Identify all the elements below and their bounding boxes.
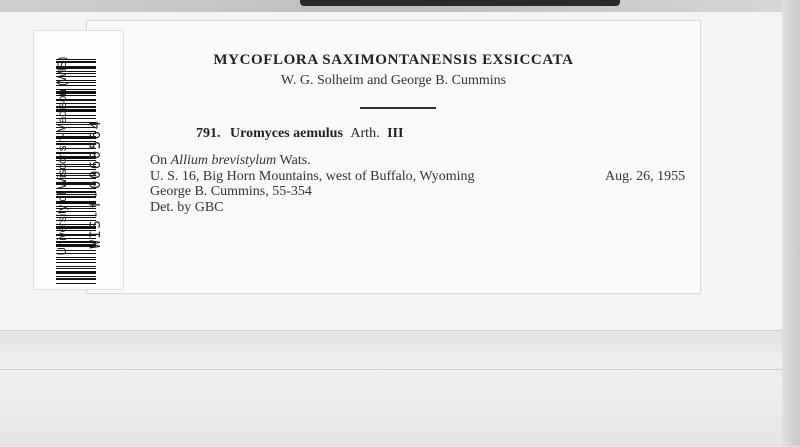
barcode-bar [56, 71, 96, 72]
envelope-lower-band [0, 330, 800, 447]
barcode-bar [56, 82, 96, 83]
label-divider [360, 107, 436, 109]
species-name: Uromyces aemulus [230, 126, 343, 141]
barcode-bar [56, 59, 96, 60]
locality-line [150, 168, 686, 185]
species-line [196, 126, 403, 142]
label-title: MYCOFLORA SAXIMONTANENSIS EXSICCATA [213, 52, 574, 68]
exsiccata-number: 791. [196, 126, 221, 141]
barcode-bar [56, 73, 96, 74]
species-author: Arth. [350, 126, 380, 141]
top-strip-shadow [300, 0, 620, 6]
determiner: Det. by GBC [150, 199, 224, 215]
spore-stage: III [387, 126, 404, 141]
envelope-fold-line [0, 369, 800, 370]
host-prefix: On [150, 153, 168, 168]
barcode-tag [33, 30, 124, 290]
locality: U. S. 16, Big Horn Mountains, west of Buffalo, Wyoming [150, 168, 475, 184]
host-line [150, 153, 475, 169]
barcode-bar [56, 61, 96, 63]
barcode-bar [56, 76, 96, 77]
collector: George B. Cummins, 55-354 [150, 184, 312, 199]
barcode-bar [56, 66, 96, 69]
collection-date: Aug. 26, 1955 [605, 168, 686, 184]
label-details [150, 153, 686, 215]
sheet-right-edge [782, 0, 800, 446]
host-author: Wats. [279, 153, 311, 168]
label-authors: W. G. Solheim and George B. Cummins [280, 73, 507, 88]
barcode-number: WIS-f-0060564 [88, 119, 104, 249]
barcode-bar [56, 80, 96, 81]
host-name: Allium brevistylum [170, 153, 277, 168]
specimen-label [86, 20, 701, 294]
